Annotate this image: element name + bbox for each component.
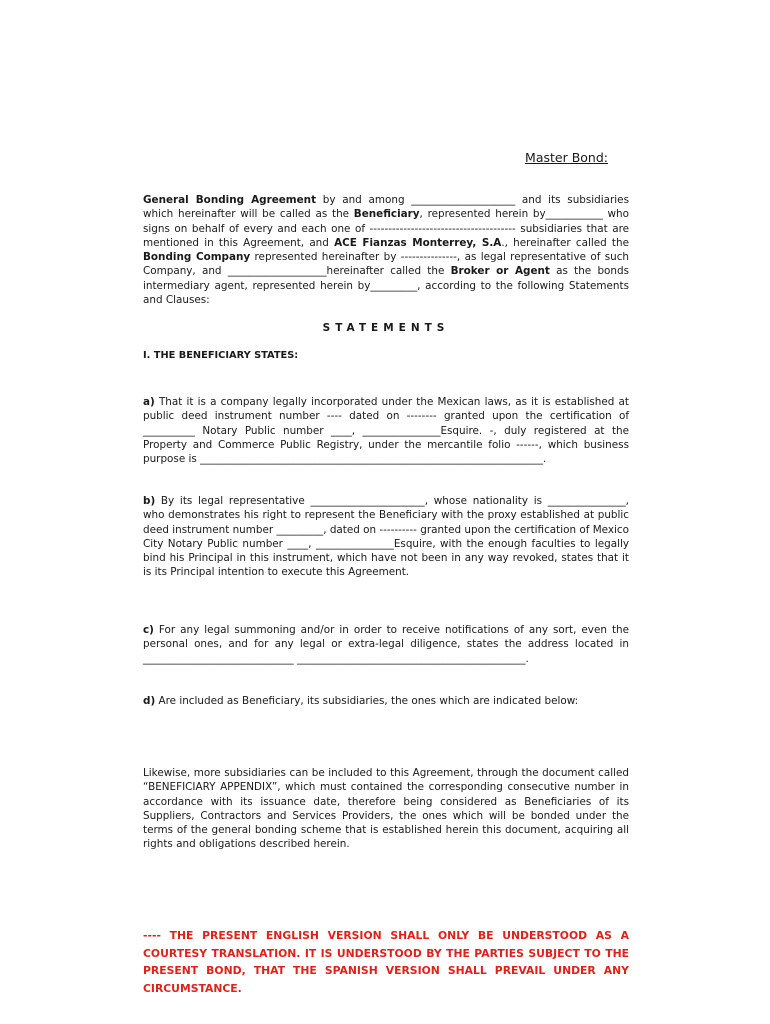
statements-heading: STATEMENTS [322,322,450,334]
statement-d-text: Are included as Beneficiary, its subsidiaries, the ones which are indicated below: [155,695,579,707]
statement-a [143,395,629,466]
broker-term: Broker or Agent [450,265,550,278]
statement-a-text: That it is a company legally incorporated under the Mexican laws, as it is established at public deed instrument number ---- dated on -------- granted upon the certification of __________ Notary Public number ____, _______________Esquire. -, duly registered at the Property and Commerce Public Registry, under the mercantile folio ------, which business purpose is __________________________________________________________________. [143,396,629,466]
beneficiary-term: Beneficiary [353,208,420,221]
agreement-name: General Bonding Agreement [143,194,317,206]
statement-b [143,494,629,580]
intro-paragraph: General Bonding Agreement by and among ____________________ and its subsidiaries which hereinafter will be called as the Beneficiary, represented herein by___________ who signs on behalf of every and each one of --------------------------------------- subsidiaries that are mentioned in this Agreement, and ACE Fianzas Monterrey, S.A., hereinafter called the Bonding Company represented hereinafter by ---------------, as legal representative of such Company, and ___________________hereinafter called the Broker or Agent as the bonds intermediary agent, represented herein by_________, according to the following Statements and Clauses: [143,194,629,307]
statement-b-text: By its legal representative ______________________, whose nationality is _______________, who demonstrates his right to represent the Beneficiary with the proxy established at public deed instrument number _________, dated on ---------- granted upon the certification of Mexico City Notary Public number ____, _______________Esquire, with the enough faculties to legally bind his Principal in this instrument, which have not been in any way revoked, states that it is its Principal intention to execute this Agreement. [143,495,629,579]
document-title: Master Bond: [525,150,608,165]
bonding-company-term: Bonding Company [143,251,251,264]
translation-notice: ---- THE PRESENT ENGLISH VERSION SHALL ONLY BE UNDERSTOOD AS A COURTESY TRANSLATION. IT IS UNDERSTOOD BY THE PARTIES SUBJECT TO THE PRESENT BOND, THAT THE SPANISH VERSION SHALL PREVAIL UNDER ANY CIRCUMSTANCE. [143,929,629,995]
likewise-paragraph: Likewise, more subsidiaries can be included to this Agreement, through the document called “BENEFICIARY APPENDIX”, which must contained the corresponding consecutive number in accordance with its issuance date, therefore being considered as Beneficiaries of its Suppliers, Contractors and Services Providers, the ones which will be bonded under the terms of the general bonding scheme that is established herein this document, acquiring all rights and obligations described herein. [143,767,629,851]
statement-b-label: b) [143,495,156,507]
company-name: ACE Fianzas Monterrey, S.A [334,236,502,249]
statement-d-label: d) [143,695,156,707]
statement-d [143,694,629,708]
statement-c [143,623,629,666]
beneficiary-heading: I. THE BENEFICIARY STATES: [143,350,299,361]
statement-a-label: a) [143,396,155,408]
statement-c-label: c) [143,624,154,636]
statement-c-text: For any legal summoning and/or in order to receive notifications of any sort, even the personal ones, and for any legal or extra-legal diligence, states the address located in _____________________________ ____________________________________________. [143,624,629,665]
